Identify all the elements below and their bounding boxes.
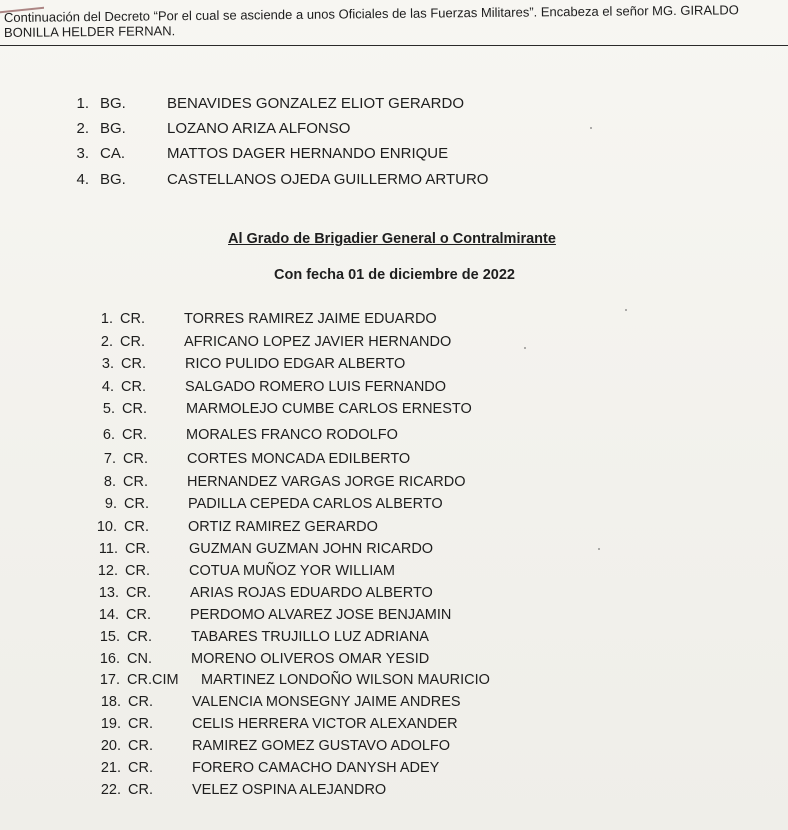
item-number: 10. xyxy=(96,519,117,535)
list-item xyxy=(67,170,667,190)
item-rank: CR. xyxy=(126,585,151,601)
item-rank: CR. xyxy=(128,760,153,776)
list-item xyxy=(94,780,694,800)
item-name: PERDOMO ALVAREZ JOSE BENJAMIN xyxy=(190,607,452,623)
list-item xyxy=(94,714,694,734)
item-rank: CA. xyxy=(100,145,126,162)
list-item xyxy=(86,332,686,352)
list-item xyxy=(94,736,694,756)
item-rank: CR. xyxy=(124,496,149,512)
item-number: 1. xyxy=(76,95,89,112)
item-number: 16. xyxy=(99,651,120,667)
list-item xyxy=(90,494,690,514)
item-number: 22. xyxy=(100,782,121,798)
item-number: 13. xyxy=(98,585,119,601)
item-name: CASTELLANOS OJEDA GUILLERMO ARTURO xyxy=(167,171,489,188)
item-name: CELIS HERRERA VICTOR ALEXANDER xyxy=(192,716,458,732)
list-item xyxy=(67,119,667,139)
item-number: 6. xyxy=(102,427,115,443)
item-number: 14. xyxy=(98,607,119,623)
second-officer-list xyxy=(86,309,706,809)
item-number: 12. xyxy=(97,563,118,579)
list-item xyxy=(88,425,688,445)
header-divider xyxy=(0,45,788,46)
item-name: HERNANDEZ VARGAS JORGE RICARDO xyxy=(187,474,466,490)
item-name: COTUA MUÑOZ YOR WILLIAM xyxy=(189,563,395,579)
item-number: 3. xyxy=(101,356,114,372)
item-number: 7. xyxy=(103,451,116,467)
item-name: MARTINEZ LONDOÑO WILSON MAURICIO xyxy=(201,672,490,688)
item-rank: CR. xyxy=(124,519,149,535)
list-item xyxy=(93,649,693,669)
item-name: CORTES MONCADA EDILBERTO xyxy=(187,451,411,467)
list-item xyxy=(88,399,688,419)
item-name: MORENO OLIVEROS OMAR YESID xyxy=(191,651,430,667)
item-rank: CR. xyxy=(128,716,153,732)
item-name: VALENCIA MONSEGNY JAIME ANDRES xyxy=(192,694,461,710)
list-item xyxy=(89,472,689,492)
item-number: 17. xyxy=(99,672,120,688)
list-item xyxy=(92,583,692,603)
item-number: 4. xyxy=(76,171,89,188)
item-name: RICO PULIDO EDGAR ALBERTO xyxy=(185,356,406,372)
item-rank: CR. xyxy=(128,738,153,754)
header-line-2: BONILLA HELDER FERNAN. xyxy=(3,23,176,40)
item-name: ARIAS ROJAS EDUARDO ALBERTO xyxy=(190,585,433,601)
scan-speck xyxy=(524,347,526,349)
item-rank: CR. xyxy=(121,356,146,372)
item-rank: BG. xyxy=(100,95,126,112)
item-rank: CR. xyxy=(122,427,147,443)
item-name: FORERO CAMACHO DANYSH ADEY xyxy=(192,760,440,776)
item-number: 2. xyxy=(100,333,113,350)
item-number: 18. xyxy=(100,694,121,710)
item-name: GUZMAN GUZMAN JOHN RICARDO xyxy=(189,541,434,557)
list-item xyxy=(93,670,693,690)
item-number: 21. xyxy=(100,760,121,776)
item-rank: CR.CIM xyxy=(127,672,179,688)
list-item xyxy=(91,561,691,581)
item-rank: CR. xyxy=(120,311,145,327)
item-rank: BG. xyxy=(100,120,126,137)
item-number: 2. xyxy=(76,120,89,137)
item-name: PADILLA CEPEDA CARLOS ALBERTO xyxy=(188,496,443,512)
item-rank: CR. xyxy=(125,563,150,579)
item-name: TABARES TRUJILLO LUZ ADRIANA xyxy=(191,629,429,645)
item-name: MATTOS DAGER HERNANDO ENRIQUE xyxy=(167,145,449,162)
item-name: MARMOLEJO CUMBE CARLOS ERNESTO xyxy=(186,401,472,417)
item-number: 3. xyxy=(76,145,89,162)
scan-speck xyxy=(590,127,592,129)
list-item xyxy=(91,539,691,559)
list-item xyxy=(94,692,694,712)
list-item xyxy=(67,144,667,164)
list-item xyxy=(67,94,667,114)
item-number: 4. xyxy=(101,378,114,395)
item-number: 9. xyxy=(104,496,117,512)
item-name: SALGADO ROMERO LUIS FERNANDO xyxy=(185,378,447,395)
item-rank: CR. xyxy=(123,451,148,467)
list-item xyxy=(92,605,692,625)
section-date: Con fecha 01 de diciembre de 2022 xyxy=(274,267,515,283)
list-item xyxy=(87,377,687,397)
item-name: VELEZ OSPINA ALEJANDRO xyxy=(192,782,387,798)
header-line-1: Continuación del Decreto “Por el cual se asciende a unos Oficiales de las Fuerzas Militares”. Encabeza el señor MG. GIRALDO xyxy=(3,2,739,25)
list-item xyxy=(94,758,694,778)
section-heading: Al Grado de Brigadier General o Contralmirante xyxy=(228,231,556,247)
item-rank: CR. xyxy=(127,629,152,645)
item-name: ORTIZ RAMIREZ GERARDO xyxy=(188,519,378,535)
item-rank: CR. xyxy=(121,378,146,395)
item-rank: CR. xyxy=(122,401,147,417)
item-number: 8. xyxy=(103,474,116,490)
item-name: TORRES RAMIREZ JAIME EDUARDO xyxy=(184,311,437,327)
item-number: 5. xyxy=(102,401,115,417)
item-number: 11. xyxy=(98,541,118,557)
list-item xyxy=(93,627,693,647)
item-name: MORALES FRANCO RODOLFO xyxy=(186,427,398,443)
scan-speck xyxy=(598,548,600,550)
item-number: 19. xyxy=(100,716,121,732)
item-rank: CN. xyxy=(127,651,152,667)
item-rank: CR. xyxy=(120,333,145,350)
item-rank: CR. xyxy=(125,541,150,557)
item-number: 1. xyxy=(100,311,113,327)
item-name: AFRICANO LOPEZ JAVIER HERNANDO xyxy=(184,333,452,350)
list-item xyxy=(89,449,689,469)
list-item xyxy=(90,517,690,537)
item-name: BENAVIDES GONZALEZ ELIOT GERARDO xyxy=(167,95,465,112)
item-name: LOZANO ARIZA ALFONSO xyxy=(167,120,351,137)
scan-speck xyxy=(625,309,627,311)
item-name: RAMIREZ GOMEZ GUSTAVO ADOLFO xyxy=(192,738,451,754)
item-number: 20. xyxy=(100,738,121,754)
continuation-header xyxy=(3,2,788,40)
item-rank: CR. xyxy=(123,474,148,490)
first-officer-list xyxy=(67,94,667,194)
list-item xyxy=(87,354,687,374)
item-rank: CR. xyxy=(128,782,153,798)
item-rank: CR. xyxy=(126,607,151,623)
item-rank: BG. xyxy=(100,171,126,188)
item-number: 15. xyxy=(99,629,120,645)
list-item xyxy=(86,309,686,329)
item-rank: CR. xyxy=(128,694,153,710)
